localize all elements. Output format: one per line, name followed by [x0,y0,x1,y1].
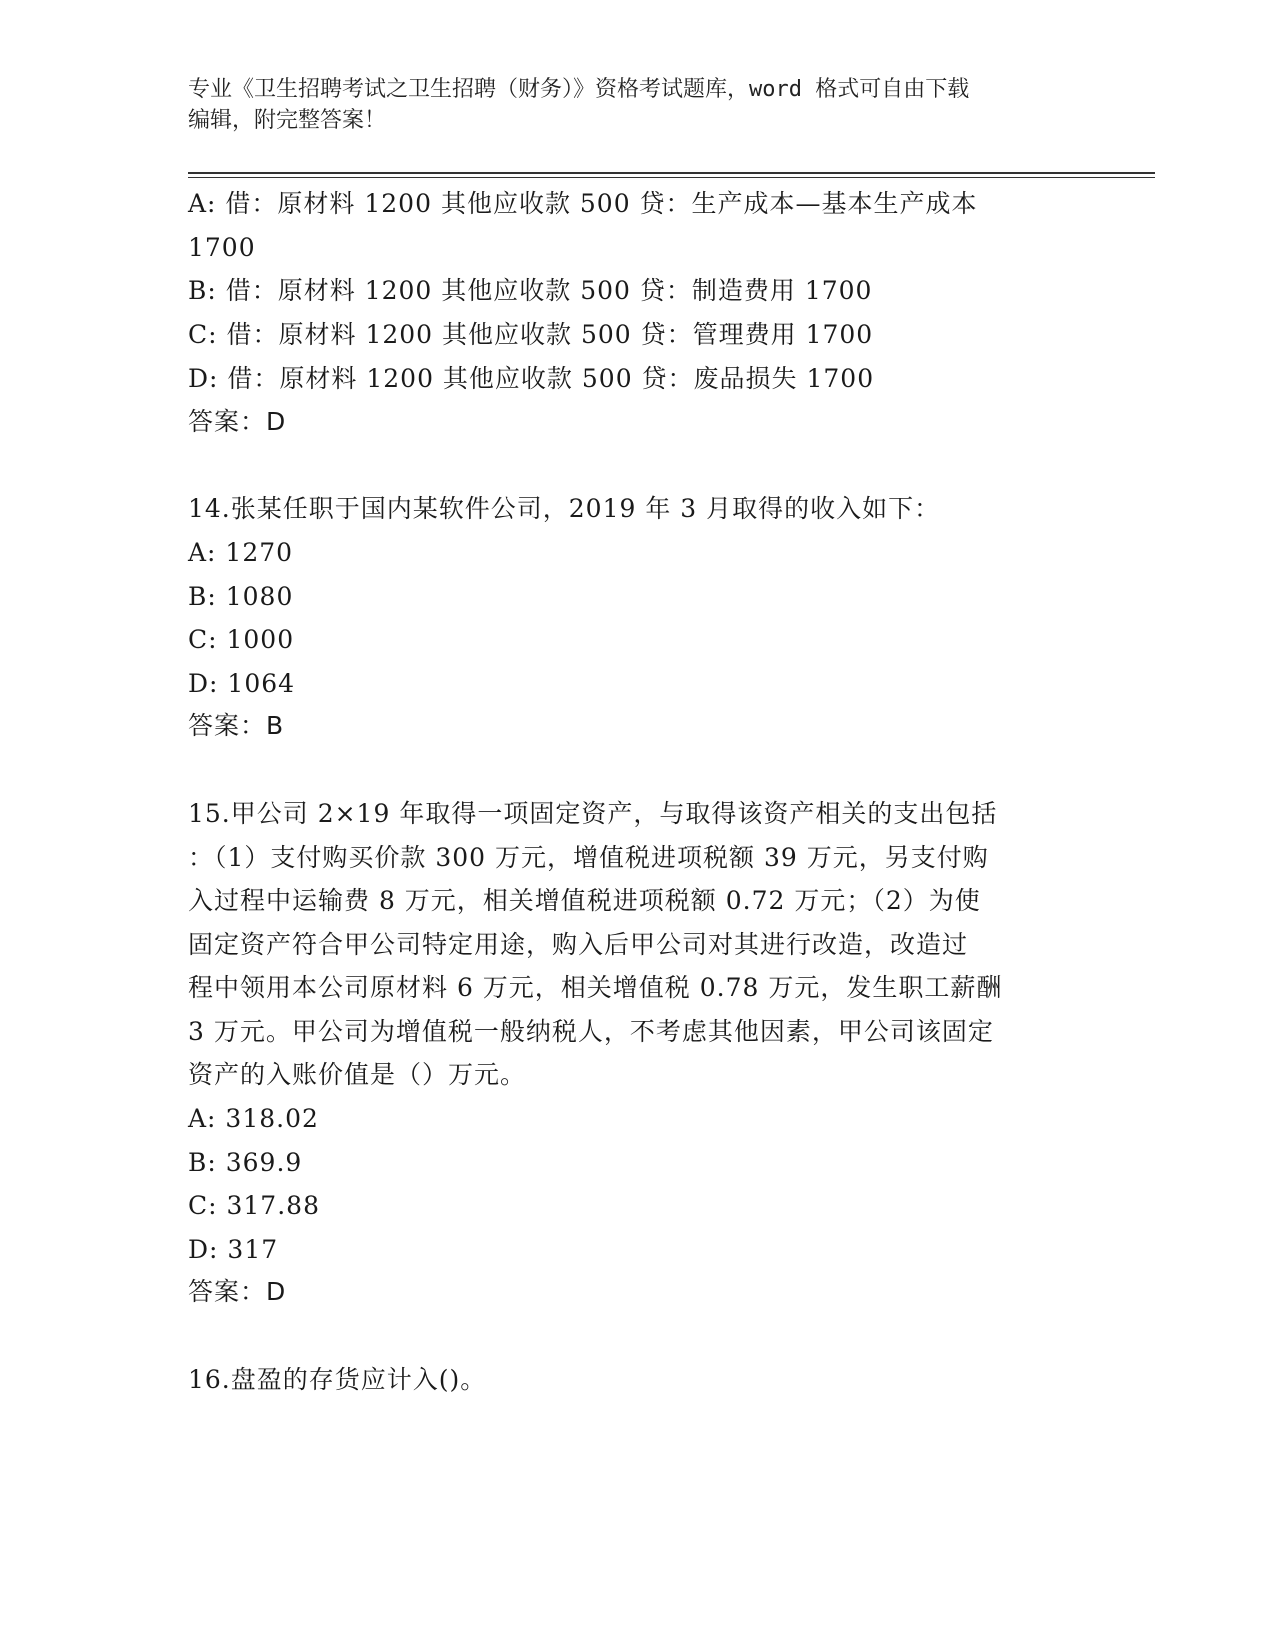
q15-question-line: 固定资产符合甲公司特定用途，购入后甲公司对其进行改造，改造过 [188,930,969,959]
q15-option-c: C: 317.88 [188,1191,320,1220]
q15-option-a: A: 318.02 [188,1104,319,1133]
q15-question-line: ：（1）支付购买价款 300 万元，增值税进项税额 39 万元，另支付购 [188,843,989,872]
header-line-1: 专业《卫生招聘考试之卫生招聘（财务）》资格考试题库，word 格式可自由下载 [188,77,970,102]
q14-question: 14.张某任职于国内某软件公司，2019 年 3 月取得的收入如下： [188,494,941,523]
q14-option-c: C: 1000 [188,625,295,654]
header-divider-top [188,172,1155,174]
q14-answer: 答案：B [188,711,285,740]
q15-question-line: 3 万元。甲公司为增值税一般纳税人，不考虑其他因素，甲公司该固定 [188,1017,994,1046]
q15-question-line: 入过程中运输费 8 万元，相关增值税进项税额 0.72 万元；（2）为使 [188,886,981,915]
q16-question: 16.盘盈的存货应计入()。 [188,1365,487,1394]
q13-option-a-line2: 1700 [188,233,256,262]
q15-question-line: 资产的入账价值是（）万元。 [188,1060,527,1089]
q15-option-d: D: 317 [188,1235,279,1264]
q15-option-b: B: 369.9 [188,1148,303,1177]
q14-option-d: D: 1064 [188,669,296,698]
q15-answer: 答案：D [188,1277,287,1306]
q14-option-a: A: 1270 [188,538,294,567]
document-header [188,74,1088,136]
header-line-2: 编辑，附完整答案！ [188,108,387,133]
q13-option-b: B: 借：原材料 1200 其他应收款 500 贷：制造费用 1700 [188,276,873,305]
q13-option-a-line1: A: 借：原材料 1200 其他应收款 500 贷：生产成本—基本生产成本 [188,189,978,218]
header-divider-bottom [188,177,1155,178]
q13-answer: 答案：D [188,407,287,436]
q14-option-b: B: 1080 [188,582,294,611]
q13-option-d: D: 借：原材料 1200 其他应收款 500 贷：废品损失 1700 [188,364,875,393]
q13-option-c: C: 借：原材料 1200 其他应收款 500 贷：管理费用 1700 [188,320,874,349]
q15-question-line: 程中领用本公司原材料 6 万元，相关增值税 0.78 万元，发生职工薪酬 [188,973,1003,1002]
q15-question-line: 15.甲公司 2×19 年取得一项固定资产，与取得该资产相关的支出包括 [188,799,998,828]
